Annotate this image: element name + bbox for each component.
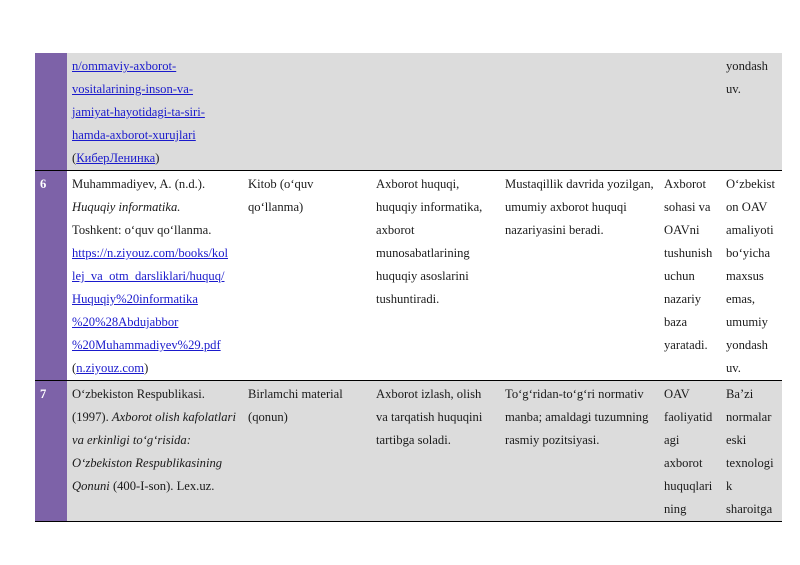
source-title: Huquqiy informatika. (72, 200, 181, 214)
relation-cell: Axborot sohasi va OAVni tushunish uchun nazariy baza yaratadi. (659, 171, 721, 381)
gap-cell: O‘zbekiston OAV amaliyoti bo‘yicha maxsus emas, umumiy yondash uv. (721, 171, 782, 381)
row-number (35, 53, 67, 171)
relation-cell: OAV faoliyatidagi axborot huquqlarining (659, 381, 721, 522)
content-cell: Axborot huquqi, huquqiy informatika, axborot munosabatlarining huquqiy asoslarini tushuntiradi. (371, 171, 500, 381)
source-title: Axborot olish kafolatlari va erkinligi to‘g‘risida: O‘zbekiston Respublikasining Qonuni (72, 410, 236, 493)
significance-cell: Mustaqillik davrida yozilgan, umumiy axborot huquqi nazariyasini beradi. (500, 171, 659, 381)
source-site-link[interactable]: n.ziyouz.com (76, 361, 145, 375)
significance-cell (500, 53, 659, 171)
gap-cell: Ba’zi normalar eski texnologik sharoitga (721, 381, 782, 522)
row-number: 6 (35, 171, 67, 381)
literature-table (35, 53, 782, 522)
source-link[interactable]: n/ommaviy-axborot- vositalarining-inson-va- jamiyat-hayotidagi-ta-siri- hamda-axborot-xurujlari (72, 59, 205, 142)
row-number: 7 (35, 381, 67, 522)
type-cell (243, 53, 371, 171)
table-row (35, 53, 782, 171)
source-cell: Muhammadiyev, A. (n.d.). Huquqiy informatika. Toshkent: o‘quv qo‘llanma. https://n.ziyouz.com/books/kol lej_va_otm_darsliklari/huquq/ Huquqiy%20informatika %20%28Abdujabbor %20Muhammadiyev%29.pdf (n.ziyouz.com) (67, 171, 243, 381)
table-row (35, 381, 782, 522)
source-site-link[interactable]: КиберЛенинка (76, 151, 156, 165)
content-cell (371, 53, 500, 171)
gap-cell: yondash uv. (721, 53, 782, 171)
type-cell: Kitob (o‘quv qo‘llanma) (243, 171, 371, 381)
table-row (35, 171, 782, 381)
source-link[interactable]: https://n.ziyouz.com/books/kol lej_va_otm_darsliklari/huquq/ Huquqiy%20informatika %20%28Abdujabbor %20Muhammadiyev%29.pdf (72, 246, 229, 352)
significance-cell: To‘g‘ridan-to‘g‘ri normativ manba; amaldagi tuzumning rasmiy pozitsiyasi. (500, 381, 659, 522)
relation-cell (659, 53, 721, 171)
content-cell: Axborot izlash, olish va tarqatish huquqini tartibga soladi. (371, 381, 500, 522)
type-cell: Birlamchi material (qonun) (243, 381, 371, 522)
source-cell: n/ommaviy-axborot- vositalarining-inson-va- jamiyat-hayotidagi-ta-siri- hamda-axborot-xurujlari (КиберЛенинка) (67, 53, 243, 171)
source-cell: O‘zbekiston Respublikasi. (1997). Axborot olish kafolatlari va erkinligi to‘g‘risida: O‘zbekiston Respublikasining Qonuni (400-I-son). Lex.uz. (67, 381, 243, 522)
